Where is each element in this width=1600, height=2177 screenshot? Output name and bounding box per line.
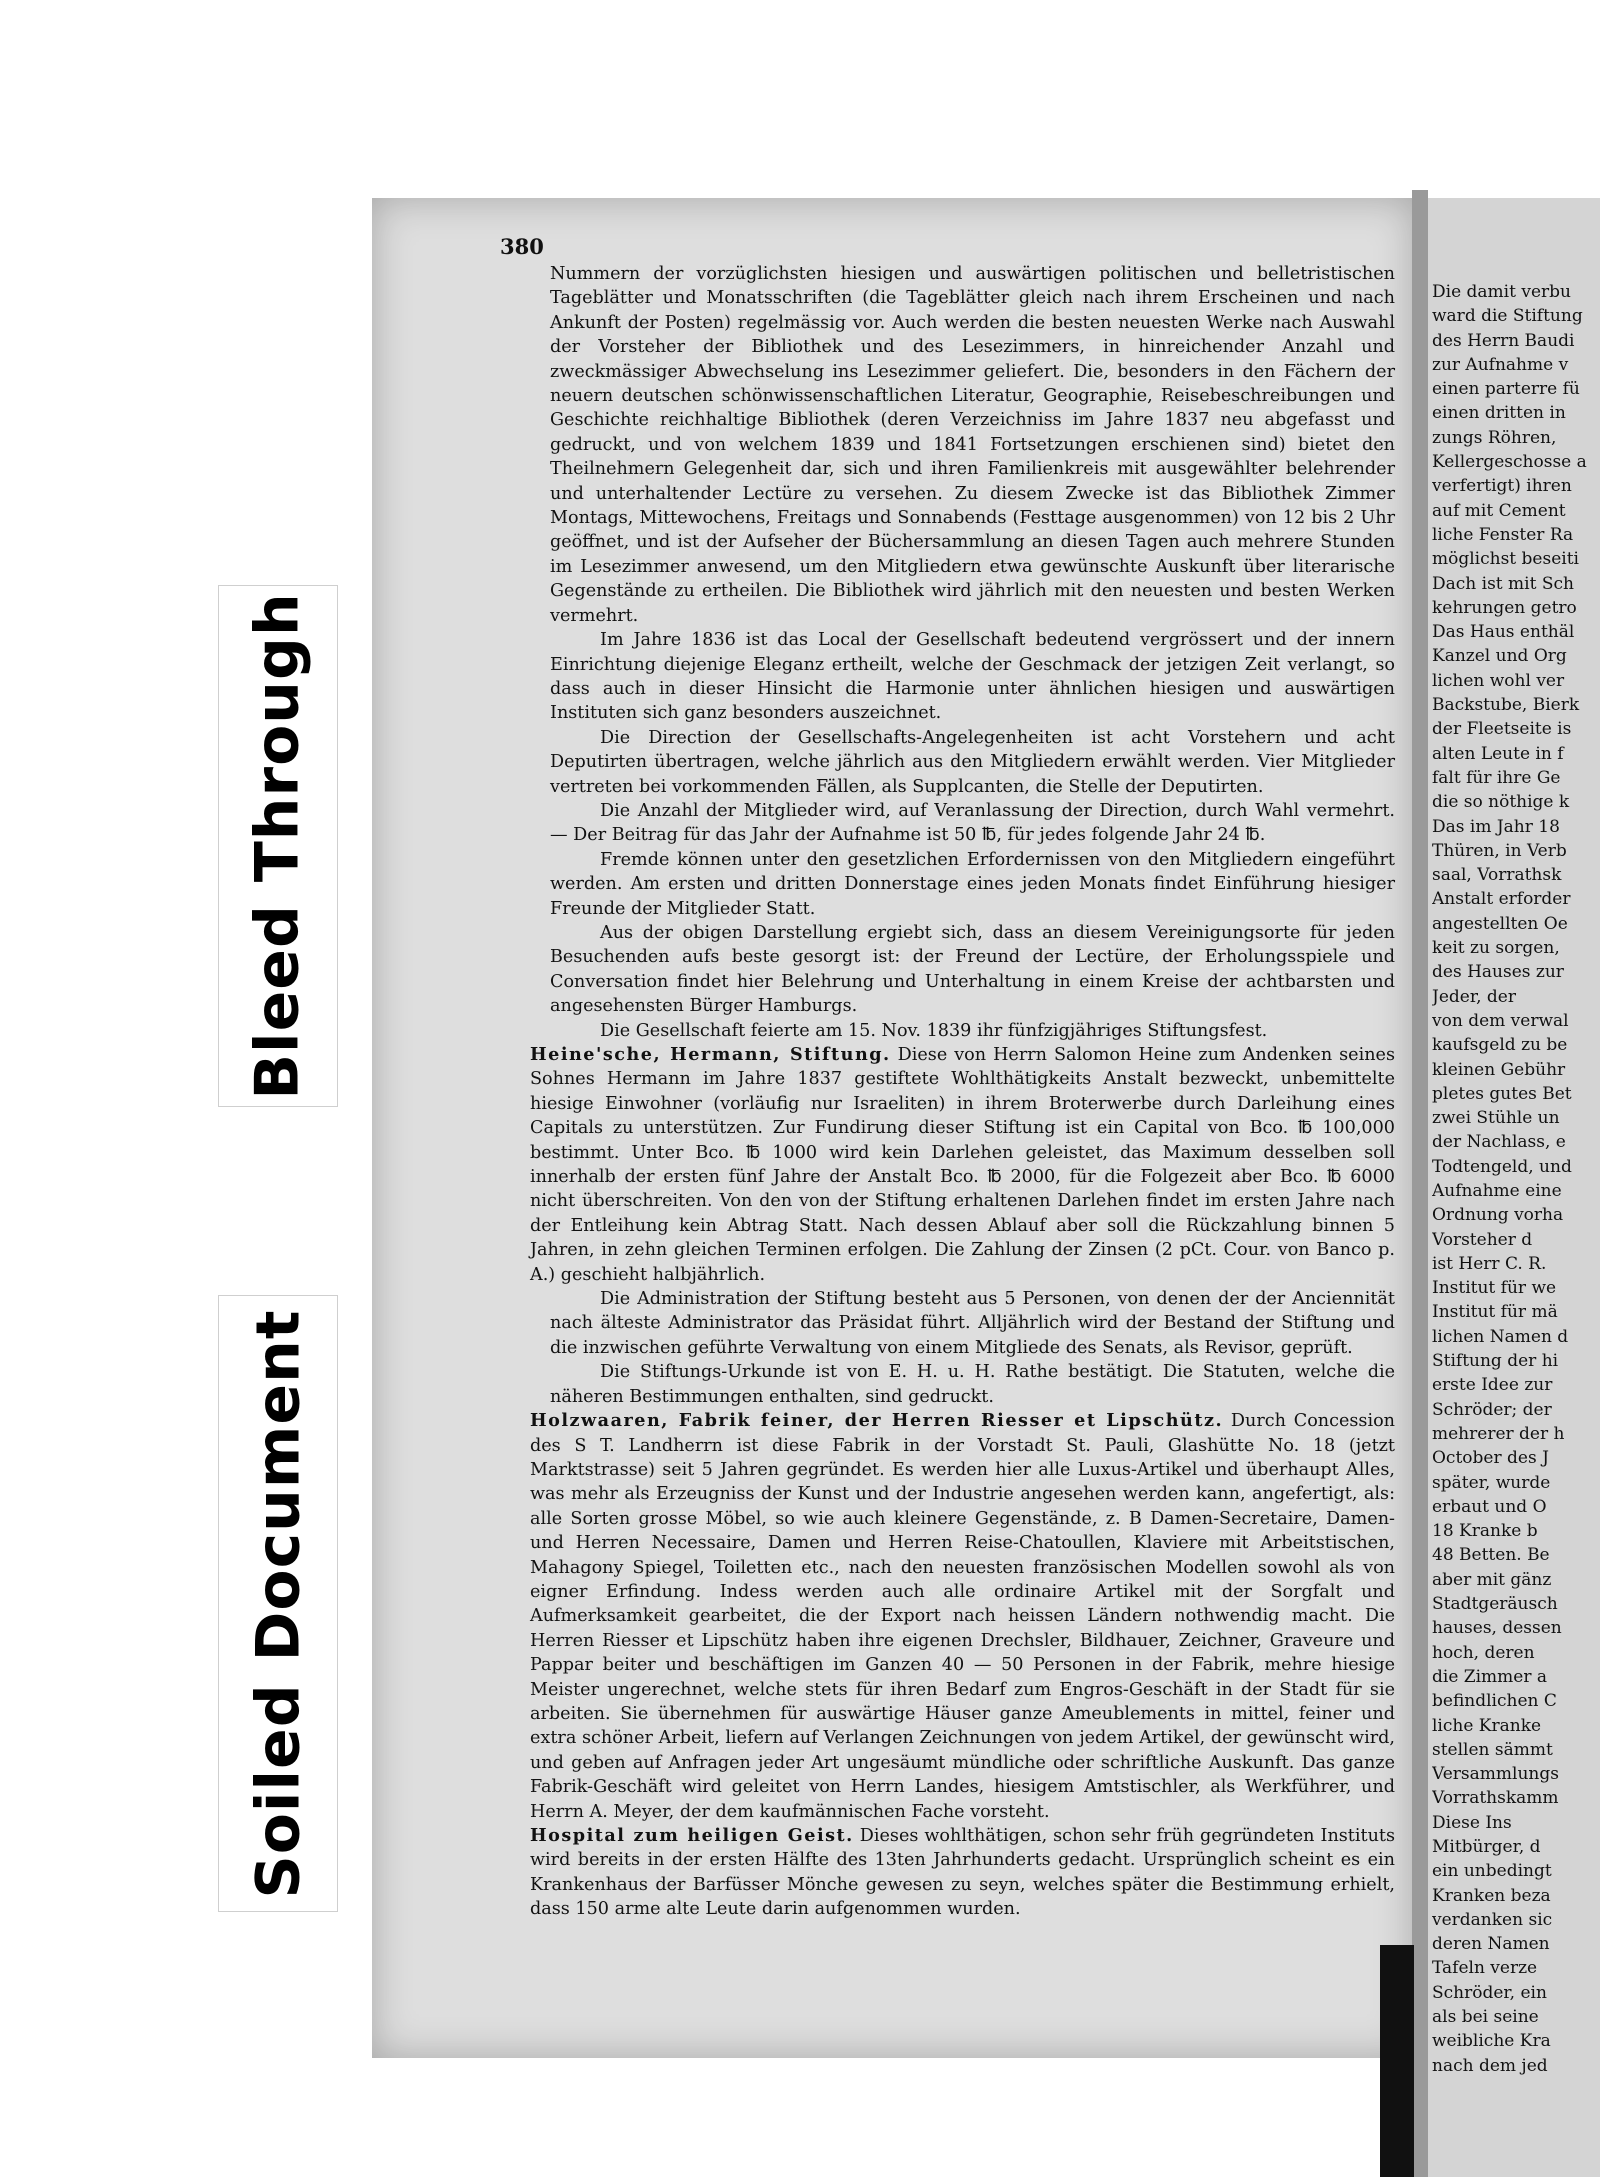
scanned-page-left [372, 198, 1414, 2058]
right-page-line: liche Fenster Ra [1432, 524, 1574, 545]
soiled-document-label [218, 1295, 338, 1912]
right-page-line: aber mit gänz [1432, 1569, 1552, 1590]
right-page-line: Todtengeld, und [1432, 1156, 1572, 1177]
right-page-line: möglichst beseiti [1432, 549, 1579, 570]
bleed-through-label-text: Bleed Through [243, 592, 314, 1100]
right-page-line: einen parterre fü [1432, 379, 1580, 400]
bleed-through-label [218, 585, 338, 1107]
right-page-line: später, wurde [1432, 1472, 1551, 1493]
book-gutter [1412, 190, 1428, 2177]
right-page-line: verdanken sic [1432, 1909, 1553, 1930]
right-page-line: 18 Kranke b [1432, 1521, 1538, 1542]
paragraph-anniversary: Die Gesellschaft feierte am 15. Nov. 1839 ihr fünfzigjähriges Stiftungsfest. [600, 1020, 1268, 1041]
right-page-line: Aufnahme eine [1432, 1180, 1562, 1201]
right-page-line: verfertigt) ihren [1432, 476, 1572, 497]
right-page-line: zur Aufnahme v [1432, 354, 1569, 375]
right-page-line: auf mit Cement [1432, 500, 1566, 521]
right-page-line: der Nachlass, e [1432, 1132, 1566, 1153]
right-page-line: Institut für we [1432, 1278, 1557, 1299]
right-page-line: hauses, dessen [1432, 1618, 1562, 1639]
entry-heine-stiftung [530, 1043, 1395, 1287]
right-page-line: Das Haus enthäl [1432, 622, 1575, 643]
right-page-line: Das im Jahr 18 [1432, 816, 1560, 837]
entry-heading: Heine'sche, Hermann, Stiftung. [530, 1044, 891, 1065]
scan-dark-edge [1380, 1945, 1414, 2177]
paragraph-administration: Die Administration der Stiftung besteht aus 5 Personen, von denen der der Anciennität nach älteste Administrator das Präsidat führt. Alljährlich wird der Bestand der Stiftung und die inzwischen geführte Verwaltung von einem Mitgliede des Senats, als Revisor, geprüft. [550, 1289, 1395, 1358]
right-page-line: kehrungen getro [1432, 597, 1577, 618]
paragraph-guests: Fremde können unter den gesetzlichen Erfordernissen von den Mitgliedern eingeführt werden. Am ersten und dritten Donnerstage eines jeden Monats findet Einführung hiesiger Freunde der Mitglieder Statt. [550, 849, 1395, 919]
right-page-line: Vorsteher d [1432, 1229, 1533, 1250]
right-page-line: October des J [1432, 1448, 1549, 1469]
right-page-line: die Zimmer a [1432, 1666, 1547, 1687]
right-page-line: einen dritten in [1432, 403, 1566, 424]
right-page-line: des Herrn Baudi [1432, 330, 1575, 351]
right-page-line: Versammlungs [1432, 1764, 1559, 1785]
right-page-line: lichen wohl ver [1432, 670, 1565, 691]
right-page-line: Backstube, Bierk [1432, 695, 1580, 716]
right-page-line: weibliche Kra [1432, 2031, 1551, 2052]
right-page-line: ist Herr C. R. [1432, 1253, 1547, 1274]
page-body [530, 262, 1395, 1922]
right-page-line: Vorrathskamm [1432, 1788, 1559, 1809]
right-page-line: Ordnung vorha [1432, 1205, 1564, 1226]
right-page-line: alten Leute in f [1432, 743, 1564, 764]
right-page-line: Jeder, der [1432, 986, 1516, 1007]
right-page-line: zwei Stühle un [1432, 1108, 1560, 1129]
entry-text: Dieses wohlthätigen, schon sehr früh gegründeten Instituts wird bereits in der ersten Hälfte des 13ten Jahrhunderts gedacht. Ursprünglich scheint es ein Krankenhaus der Barfüsser Mönche gewesen zu seyn, welches später die Bestimmung erhielt, dass 150 arme alte Leute darin aufgenommen wurden. [530, 1826, 1395, 1920]
right-page-line: Anstalt erforder [1432, 889, 1571, 910]
scanned-page-right [1428, 198, 1600, 2177]
right-page-line: liche Kranke [1432, 1715, 1542, 1736]
right-page-line: Schröder, ein [1432, 1982, 1547, 2003]
right-page-line: Kranken beza [1432, 1885, 1551, 1906]
right-page-line: falt für ihre Ge [1432, 767, 1561, 788]
entry-text: Diese von Herrn Salomon Heine zum Andenken seines Sohnes Hermann im Jahre 1837 gestiftete Wohlthätigkeits Anstalt bezweckt, unbemittelte hiesige Einwohner (vorläufig nur Israeliten) in ihrem Broterwerbe durch Darleihung eines Capitals zu unterstützen. Zur Fundirung dieser Stiftung ist ein Capital von Bco. ℔ 100,000 bestimmt. Unter Bco. ℔ 1000 wird kein Darlehen geleistet, das Maximum desselben soll innerhalb der ersten fünf Jahre der Anstalt Bco. ℔ 2000, für die Folgezeit aber Bco. ℔ 6000 nicht überschreiten. Von den von der Stiftung erhaltenen Darlehen findet im ersten Jahre nach der Entleihung kein Abtrag Statt. Nach dessen Ablauf aber soll die Rückzahlung binnen 5 Jahren, in zehn gleichen Terminen erfolgen. Die Zahlung der Zinsen (2 pCt. Cour. von Banco p. A.) geschieht halbjährlich. [530, 1045, 1395, 1285]
right-page-line: zungs Röhren, [1432, 427, 1557, 448]
right-page-line: lichen Namen d [1432, 1326, 1569, 1347]
paragraph-reading-room: Nummern der vorzüglichsten hiesigen und auswärtigen politischen und belletristischen Tageblätter und Monatsschriften (die Tageblätter gleich nach ihrem Erscheinen und nach Ankunft der Posten) regelmässig vor. Auch werden die besten neuesten Werke nach Auswahl der Vorsteher der Bibliothek und des Lesezimmers, in hinreichender Anzahl und zweckmässiger Abwechselung ins Lesezimmer geliefert. Die, besonders in den Fächern der neuern deutschen schönwissenschaftlichen Literatur, Geographie, Reisebeschreibungen und Geschichte reichhaltige Bibliothek (deren Verzeichniss im Jahre 1837 neu abgefasst und gedruckt, und von welchem 1839 und 1841 Fortsetzungen erschienen sind) bietet den Theilnehmern Gelegenheit dar, sich und ihren Familienkreis mit ausgewählter belehrender und unterhaltender Lectüre zu versehen. Zu diesem Zwecke ist das Bibliothek Zimmer Montags, Mittewochens, Freitags und Sonnabends (Festtage ausgenommen) von 12 bis 2 Uhr geöffnet, und ist der Aufseher der Büchersammlung an diesen Tagen auch mehrere Stunden im Lesezimmer anwesend, um den Mitgliedern etwa gewünschte Auskunft über literarische Gegenstände zu ertheilen. Die Bibliothek wird jährlich mit den neuesten und besten Werken vermehrt. [550, 264, 1395, 626]
right-page-line: 48 Betten. Be [1432, 1545, 1550, 1566]
right-page-line: Stadtgeräusch [1432, 1594, 1558, 1615]
right-page-line: des Hauses zur [1432, 962, 1564, 983]
entry-heading: Hospital zum heiligen Geist. [530, 1825, 854, 1846]
right-page-line: deren Namen [1432, 1934, 1550, 1955]
right-page-line: Diese Ins [1432, 1812, 1512, 1833]
paragraph-direction: Die Direction der Gesellschafts-Angelegenheiten ist acht Vorstehern und acht Deputirten übertragen, welche jährlich aus den Mitgliedern erwählt werden. Vier Mitglieder vertreten bei vorkommenden Fällen, als Supplcanten, die Stelle der Deputirten. [550, 727, 1395, 797]
right-page-line: als bei seine [1432, 2007, 1539, 2028]
right-page-line: ward die Stiftung [1432, 306, 1583, 327]
entry-holzwaaren [530, 1409, 1395, 1824]
right-page-line: Dach ist mit Sch [1432, 573, 1574, 594]
right-page-line: kaufsgeld zu be [1432, 1035, 1568, 1056]
paragraph-local: Im Jahre 1836 ist das Local der Gesellschaft bedeutend vergrössert und der innern Einrichtung diejenige Eleganz ertheilt, welche der Geschmack der jetzigen Zeit verlangt, so dass auch in dieser Hinsicht die Harmonie unter ähnlichen hiesigen und auswärtigen Instituten sich ganz besonders auszeichnet. [550, 630, 1395, 724]
entry-heading: Holzwaaren, Fabrik feiner, der Herren Riesser et Lipschütz. [530, 1410, 1224, 1432]
right-page-line: pletes gutes Bet [1432, 1083, 1572, 1104]
right-page-line: Tafeln verze [1432, 1958, 1538, 1979]
right-page-line: ein unbedingt [1432, 1861, 1552, 1882]
right-page-line: Schröder; der [1432, 1399, 1552, 1420]
right-page-line: Thüren, in Verb [1432, 840, 1567, 861]
right-page-text [1432, 280, 1600, 2078]
right-page-line: der Fleetseite is [1432, 719, 1572, 740]
right-page-line: Kellergeschosse a [1432, 452, 1587, 473]
right-page-line: Mitbürger, d [1432, 1837, 1541, 1857]
right-page-line: erste Idee zur [1432, 1375, 1553, 1396]
right-page-line: Die damit verbu [1432, 282, 1571, 302]
right-page-line: mehrerer der h [1432, 1423, 1565, 1444]
right-page-line: angestellten Oe [1432, 913, 1568, 934]
right-page-line: befindlichen C [1432, 1691, 1557, 1712]
right-page-line: von dem verwal [1432, 1010, 1569, 1031]
right-page-line: nach dem jed [1432, 2055, 1548, 2076]
right-page-line: die so nöthige k [1432, 792, 1570, 813]
right-page-line: erbaut und O [1432, 1496, 1547, 1517]
right-page-line: hoch, deren [1432, 1642, 1535, 1663]
paragraph-summary: Aus der obigen Darstellung ergiebt sich, dass an diesem Vereinigungsorte für jeden Besuchenden aufs beste gesorgt ist: der Freund der Lectüre, der Erholungsspiele und Conversation findet hier Belehrung und Unterhaltung in einem Kreise der achtbarsten und angesehensten Bürger Hamburgs. [550, 922, 1395, 1017]
page-number: 380 [500, 234, 544, 259]
entry-text: Durch Concession des S T. Landherrn ist diese Fabrik in der Vorstadt St. Pauli, Glashütte No. 18 (jetzt Marktstrasse) seit 5 Jahren gegründet. Es werden hier alle Luxus-Artikel und überhaupt Alles, was mehr als Erzeugniss der Kunst und der Industrie angesehen werden kann, angefertigt, als: alle Sorten grosse Möbel, so wie auch kleinere Gegenstände, z. B Damen-Secretaire, Damen- und Herren Necessaire, Damen und Herren Reise-Chatoullen, Klaviere mit Arbeitstischen, Mahagony Spiegel, Toiletten etc., nach den neuesten französischen Modellen sowohl als von eigner Erfindung. Indess werden auch alle ordinaire Artikel mit der Sorgfalt und Aufmerksamkeit gearbeitet, die der Export nach heissen Ländern nothwendig macht. Die Herren Riesser et Lipschütz haben ihre eigenen Drechsler, Bildhauer, Zeichner, Graveure und Pappar beiter und beschäftigen im Ganzen 40 — 50 Personen in der Fabrik, mehre hiesige Meister ungerechnet, welche stets für ihren Bedarf zum Engros-Geschäft in der Stadt für sie arbeiten. Sie übernehmen für auswärtige Häuser ganze Ameublements in mittel, feiner und extra schöner Arbeit, liefern auf Verlangen Zeichnungen von jedem Artikel, der gewünscht wird, und geben auf Anfragen jeder Art ungesäumt mündliche oder schriftliche Auskunft. Das ganze Fabrik-Geschäft wird geleitet von Herrn Landes, hiesigem Amtstischler, als Werkführer, und Herrn A. Meyer, der dem kaufmännischen Fache vorsteht. [530, 1411, 1395, 1822]
right-page-line: stellen sämmt [1432, 1739, 1553, 1760]
right-page-line: keit zu sorgen, [1432, 938, 1560, 959]
entry-hospital [530, 1824, 1395, 1922]
right-page-line: Stiftung der hi [1432, 1351, 1559, 1372]
paragraph-members: Die Anzahl der Mitglieder wird, auf Veranlassung der Direction, durch Wahl vermehrt. — Der Beitrag für das Jahr der Aufnahme ist 50 ℔, für jedes folgende Jahr 24 ℔. [550, 800, 1395, 846]
right-page-line: kleinen Gebühr [1432, 1059, 1566, 1080]
right-page-line: Institut für mä [1432, 1302, 1558, 1323]
paragraph-statutes: Die Stiftungs-Urkunde ist von E. H. u. H. Rathe bestätigt. Die Statuten, welche die näheren Bestimmungen enthalten, sind gedruckt. [550, 1362, 1395, 1407]
soiled-document-label-text: Soiled Document [243, 1308, 314, 1899]
right-page-line: saal, Vorrathsk [1432, 865, 1562, 886]
right-page-line: Kanzel und Org [1432, 646, 1567, 667]
